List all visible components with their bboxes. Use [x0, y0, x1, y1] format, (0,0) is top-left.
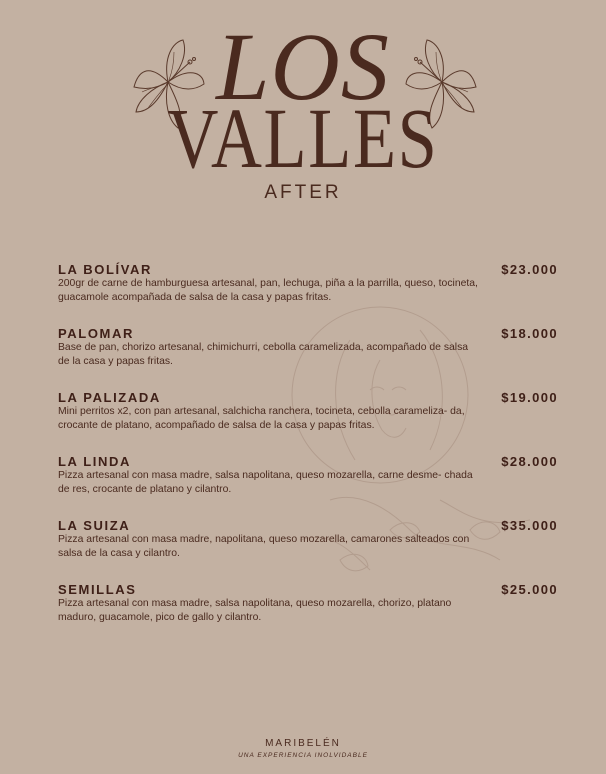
menu-item — [58, 326, 558, 390]
logo-los: LOS — [216, 13, 390, 120]
item-description: Pizza artesanal con masa madre, napolitana, queso mozarella, camarones salteados con salsa de la casa y cilantro. — [58, 534, 470, 559]
item-name: SEMILLAS — [58, 582, 137, 597]
item-name: LA PALIZADA — [58, 390, 161, 405]
item-price: $19.000 — [501, 390, 558, 405]
item-price: $28.000 — [501, 454, 558, 469]
item-price: $18.000 — [501, 326, 558, 341]
menu-list — [58, 262, 558, 646]
menu-subtitle: AFTER — [264, 182, 342, 203]
item-description: Pizza artesanal con masa madre, salsa napolitana, queso mozarella, carne desme- chada de res, crocante de platano y cilantro. — [58, 470, 473, 495]
menu-item — [58, 390, 558, 454]
menu-item — [58, 582, 558, 646]
item-price: $35.000 — [501, 518, 558, 533]
item-name: LA SUIZA — [58, 518, 131, 533]
item-description: 200gr de carne de hamburguesa artesanal, pan, lechuga, piña a la parrilla, queso, tocineta, guacamole acompañada de salsa de la casa y papas fritas. — [58, 278, 478, 303]
item-description: Mini perritos x2, con pan artesanal, salchicha ranchera, tocineta, cebolla carameliza- da, crocante de platano, acompañado de salsa de la casa y papas fritas. — [58, 406, 465, 431]
footer-brand: MARIBELÉN — [265, 738, 341, 749]
item-price: $25.000 — [501, 582, 558, 597]
item-name: LA LINDA — [58, 454, 131, 469]
item-description: Pizza artesanal con masa madre, salsa napolitana, queso mozarella, chorizo, platano maduro, guacamole, pico de gallo y cilantro. — [58, 598, 452, 623]
item-name: PALOMAR — [58, 326, 134, 341]
item-price: $23.000 — [501, 262, 558, 277]
item-description: Base de pan, chorizo artesanal, chimichurri, cebolla caramelizada, acompañado de salsa de la casa y papas fritas. — [58, 342, 469, 367]
menu-item — [58, 454, 558, 518]
menu-item — [58, 518, 558, 582]
item-name: LA BOLÍVAR — [58, 262, 152, 277]
footer-tagline: UNA EXPERIENCIA INOLVIDABLE — [238, 752, 368, 759]
logo-valles: VALLES — [167, 90, 439, 186]
menu-item — [58, 262, 558, 326]
